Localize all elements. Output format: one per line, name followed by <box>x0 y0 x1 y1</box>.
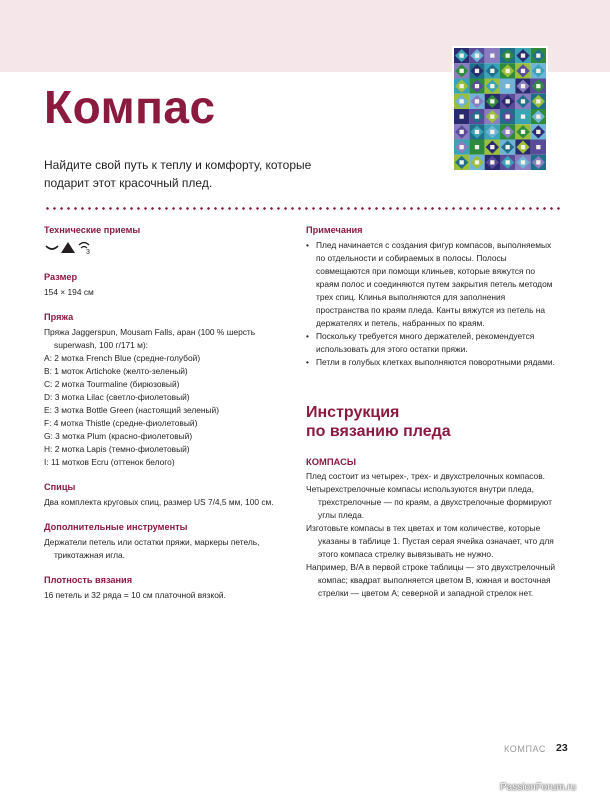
yarn-line: F: 4 мотка Thistle (средне-фиолетовый) <box>44 418 198 428</box>
quilt-center <box>460 114 464 118</box>
instructions-heading-line1: Инструкция <box>306 404 400 421</box>
quilt-center <box>506 69 510 73</box>
instruction-paragraph: Например, B/A в первой строке таблицы — это двухстрелочный компас; квадрат выполняется цветом B, южная и восточная стрелки — цветом A; северной и западной стрелок нет. <box>306 562 556 598</box>
needles-heading: Спицы <box>44 482 76 492</box>
quilt-center <box>460 99 464 103</box>
size-heading: Размер <box>44 272 78 282</box>
dotted-divider <box>44 207 564 210</box>
yarn-line: G: 3 мотка Plum (красно-фиолетовый) <box>44 431 193 441</box>
gauge-heading: Плотность вязания <box>44 575 133 585</box>
triangle-icon <box>61 242 75 253</box>
quilt-center <box>506 84 510 88</box>
quilt-center <box>460 69 464 73</box>
size-value: 154 × 194 см <box>44 287 94 297</box>
quilt-center <box>475 145 479 149</box>
short-row-icon <box>46 246 58 249</box>
note-item: • Петли в голубых клетках выполняются поворотными рядами. <box>306 356 558 369</box>
techniques-heading: Технические приемы <box>44 225 141 235</box>
blanket-thumbnail-image <box>452 46 548 172</box>
quilt-center <box>460 160 464 164</box>
quilt-center <box>536 99 540 103</box>
quilt-center <box>536 130 540 134</box>
yarn-line: H: 2 мотка Lapis (темно-фиолетовый) <box>44 444 190 454</box>
size-section <box>44 271 284 299</box>
instructions-heading-line2: по вязанию пледа <box>306 423 451 440</box>
yarn-line: D: 3 мотка Lilac (светло-фиолетовый) <box>44 392 190 402</box>
quilt-center <box>490 130 494 134</box>
quilt-center <box>521 99 525 103</box>
quilt-center <box>475 99 479 103</box>
quilt-center <box>521 53 525 57</box>
yarn-line: A: 2 мотка French Blue (средне-голубой) <box>44 353 201 363</box>
note-item: • Плед начинается с создания фигур компасов, выполняемых по отдельности и собираемых в полосы. Полосы совмещаются при помощи клиньев, которые вяжутся по краям полос и соединяются путем закрытия петель методом трех спиц. Клинья выполняются для заполнения пространства по краям пледа. Канты вяжутся из петель на держателях и петель, набранных по краям. <box>306 239 558 330</box>
quilt-center <box>475 69 479 73</box>
quilt-center <box>521 84 525 88</box>
needles-value: Два комплекта круговых спиц, размер US 7/4,5 мм, 100 см. <box>44 497 274 507</box>
quilt-center <box>506 160 510 164</box>
instruction-paragraph: Плед состоит из четырех-, трех- и двухстрелочных компасов. <box>306 471 545 481</box>
quilt-center <box>521 160 525 164</box>
quilt-center <box>536 53 540 57</box>
quilt-center <box>521 69 525 73</box>
tools-heading: Дополнительные инструменты <box>44 522 188 532</box>
quilt-center <box>460 53 464 57</box>
left-column <box>44 224 284 614</box>
quilt-center <box>460 130 464 134</box>
tools-value: Держатели петель или остатки пряжи, маркеры петель, трикотажная игла. <box>44 537 260 560</box>
instructions-heading <box>306 403 558 441</box>
compasses-subheading: КОМПАСЫ <box>306 456 357 467</box>
techniques-section <box>44 224 284 259</box>
quilt-center <box>475 114 479 118</box>
quilt-center <box>490 145 494 149</box>
quilt-center <box>490 99 494 103</box>
gauge-value: 16 петель и 32 ряда = 10 см платочной вязкой. <box>44 590 226 600</box>
quilt-center <box>506 53 510 57</box>
yarn-line: C: 2 мотка Tourmaline (бирюзовый) <box>44 379 180 389</box>
quilt-center <box>490 160 494 164</box>
quilt-center <box>536 145 540 149</box>
quilt-center <box>475 84 479 88</box>
note-item: • Поскольку требуется много держателей, рекомендуется использовать для этого остатки пряжи. <box>306 330 558 356</box>
page-number: 23 <box>556 742 568 754</box>
instruction-paragraph: Изготовьте компасы в тех цветах и том количестве, которые указаны в таблице 1. Пустая серая ячейка означает, что для этого компаса стрелку вывязывать не нужно. <box>306 523 554 559</box>
quilt-center <box>521 114 525 118</box>
intro-text: Найдите свой путь к теплу и комфорту, которые подарит этот красочный плед. <box>44 158 312 190</box>
technique-icons <box>44 239 284 259</box>
quilt-center <box>536 69 540 73</box>
three-needle-bind-off-icon <box>79 243 90 257</box>
tools-section <box>44 521 284 562</box>
yarn-line: B: 1 моток Artichoke (желто-зеленый) <box>44 366 188 376</box>
quilt-center <box>506 145 510 149</box>
yarn-section <box>44 311 284 469</box>
gauge-section <box>44 574 284 602</box>
yarn-line: Пряжа Jaggerspun, Mousam Falls, аран (100 % шерсть superwash, 100 г/171 м): <box>44 327 256 350</box>
needles-section <box>44 481 284 509</box>
quilt-center <box>490 114 494 118</box>
three-needle-label: 3 <box>86 249 90 256</box>
quilt-center <box>536 84 540 88</box>
quilt-center <box>506 130 510 134</box>
instruction-paragraph: Четырехстрелочные компасы используются внутри пледа, трехстрелочные — по краям, а двухстрелочные формируют углы пледа. <box>306 484 552 520</box>
quilt-center <box>475 130 479 134</box>
watermark: PassionForum.ru <box>500 782 577 793</box>
quilt-center <box>536 160 540 164</box>
notes-heading: Примечания <box>306 225 363 235</box>
yarn-line: I: 11 мотков Ecru (оттенок белого) <box>44 457 175 467</box>
quilt-center <box>506 114 510 118</box>
quilt-center <box>475 53 479 57</box>
notes-list <box>306 239 558 369</box>
quilt-center <box>536 114 540 118</box>
quilt-center <box>490 53 494 57</box>
right-column <box>306 224 558 600</box>
quilt-center <box>506 99 510 103</box>
page-title: Компас <box>44 81 216 133</box>
quilt-center <box>460 84 464 88</box>
yarn-heading: Пряжа <box>44 312 74 322</box>
quilt-center <box>521 145 525 149</box>
quilt-center <box>490 84 494 88</box>
quilt-center <box>521 130 525 134</box>
quilt-center <box>460 145 464 149</box>
quilt-center <box>475 160 479 164</box>
yarn-line: E: 3 мотка Bottle Green (настоящий зеленый) <box>44 405 220 415</box>
quilt-center <box>490 69 494 73</box>
footer-section-label: КОМПАС <box>504 744 547 754</box>
